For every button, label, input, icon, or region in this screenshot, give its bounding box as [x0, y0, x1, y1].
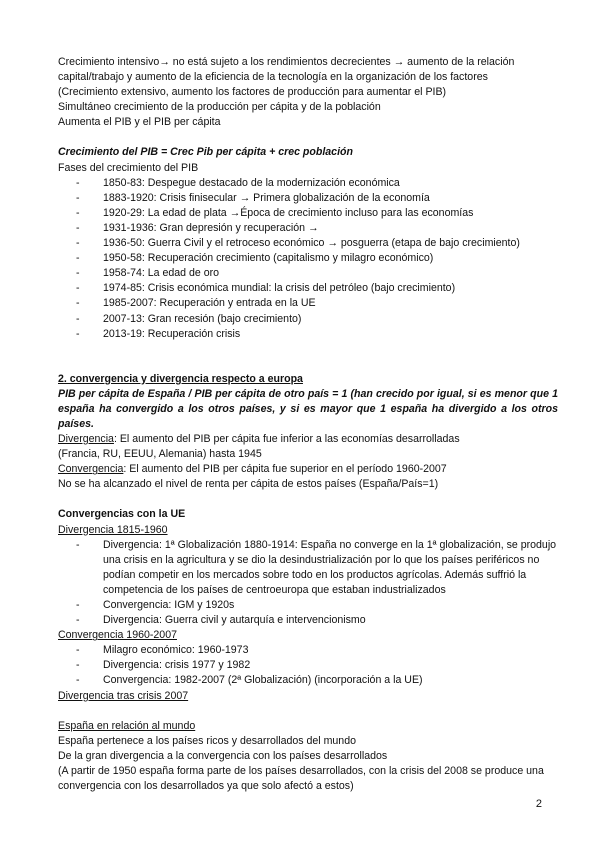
ue-period3: Divergencia tras crisis 2007: [58, 689, 189, 702]
phases-list: [58, 176, 558, 342]
phases-heading: Fases del crecimiento del PIB: [58, 161, 199, 174]
list-item: - 2013-19: Recuperación crisis: [58, 327, 558, 342]
convergence-label: Convergencia: [58, 463, 124, 476]
period2-list: [58, 643, 558, 688]
list-item: - 1985-2007: Recuperación y entrada en la UE: [58, 296, 558, 311]
list-item: - 2007-13: Gran recesión (bajo crecimiento): [58, 312, 558, 327]
world-line: (A partir de 1950 españa forma parte de los países desarrollados, con la crisis del 2008 se produce una convergencia con los desarrollados ya que solo afectó a estos): [58, 764, 544, 793]
intro-line: Aumenta el PIB y el PIB per cápita: [58, 116, 221, 129]
intro-block: [58, 55, 558, 130]
divergence-def: [58, 432, 558, 447]
list-item: - Convergencia: 1982-2007 (2ª Globalización) (incorporación a la UE): [58, 673, 558, 688]
period1-list: [58, 538, 558, 629]
list-item: - 1931-1936: Gran depresión y recuperación →: [58, 221, 558, 236]
list-item: - 1950-58: Recuperación crecimiento (capitalismo y milagro económico): [58, 251, 558, 266]
divergence-text2: (Francia, RU, EEUU, Alemania) hasta 1945: [58, 448, 262, 461]
convergence-text2: No se ha alcanzado el nivel de renta per cápita de estos países (España/País=1): [58, 478, 439, 491]
list-item: - 1883-1920: Crisis finisecular → Primera globalización de la economía: [58, 191, 558, 206]
list-item: - Convergencia: IGM y 1920s: [58, 598, 558, 613]
divergence-label: Divergencia: [58, 433, 114, 446]
list-item: - 1936-50: Guerra Civil y el retroceso económico → posguerra (etapa de bajo crecimiento): [58, 236, 558, 251]
world-line: De la gran divergencia a la convergencia con los países desarrollados: [58, 749, 388, 762]
section2-formula: PIB per cápita de España / PIB per cápita de otro país = 1 (han crecido por igual, si es menor que 1 españa ha convergido a los otros países, y si es mayor que 1 españa ha divergido a los otros países.: [58, 387, 558, 430]
intro-line: Crecimiento intensivo→ no está sujeto a los rendimientos decrecientes → aumento de la relación: [58, 56, 515, 68]
list-item: - Divergencia: crisis 1977 y 1982: [58, 658, 558, 673]
intro-line: Simultáneo crecimiento de la producción per cápita y de la población: [58, 101, 381, 114]
ue-title: Convergencias con la UE: [58, 508, 186, 521]
ue-period2: Convergencia 1960-2007: [58, 629, 177, 642]
convergence-def: [58, 462, 558, 477]
ue-period1: Divergencia 1815-1960: [58, 523, 168, 536]
pib-title: Crecimiento del PIB = Crec Pib per cápita + crec población: [58, 146, 353, 159]
list-item: - 1958-74: La edad de oro: [58, 266, 558, 281]
divergence-text: : El aumento del PIB per cápita fue inferior a las economías desarrolladas: [113, 433, 460, 446]
section2-title: 2. convergencia y divergencia respecto a europa: [58, 372, 303, 385]
page-number: 2: [535, 798, 542, 810]
document-page: [58, 55, 558, 794]
convergence-text: : El aumento del PIB per cápita fue superior en el período 1960-2007: [123, 463, 447, 476]
list-item: - Milagro económico: 1960-1973: [58, 643, 558, 658]
world-title: España en relación al mundo: [58, 719, 196, 732]
list-item: - 1974-85: Crisis económica mundial: la crisis del petróleo (bajo crecimiento): [58, 281, 558, 296]
world-line: España pertenece a los países ricos y desarrollados del mundo: [58, 734, 356, 747]
list-item: - 1850-83: Despegue destacado de la modernización económica: [58, 176, 558, 191]
list-item: - 1920-29: La edad de plata →Época de crecimiento incluso para las economías: [58, 206, 558, 221]
list-item: - Divergencia: 1ª Globalización 1880-1914: España no converge en la 1ª globalización, se produjo una crisis en la agricultura y se dio la desindustrialización por lo que los países periféricos no podían competir en los mercados sobre todo en los productos agrícolas. Además suffrió la competencia de los países de centroeuropa que estaban industrializados: [58, 538, 558, 598]
intro-line: capital/trabajo y aumento de la eficiencia de la tecnología en la organización de los factores: [58, 71, 488, 84]
list-item: - Divergencia: Guerra civil y autarquía e intervencionismo: [58, 613, 558, 628]
intro-line: (Crecimiento extensivo, aumento los factores de producción para aumentar el PIB): [58, 86, 447, 99]
